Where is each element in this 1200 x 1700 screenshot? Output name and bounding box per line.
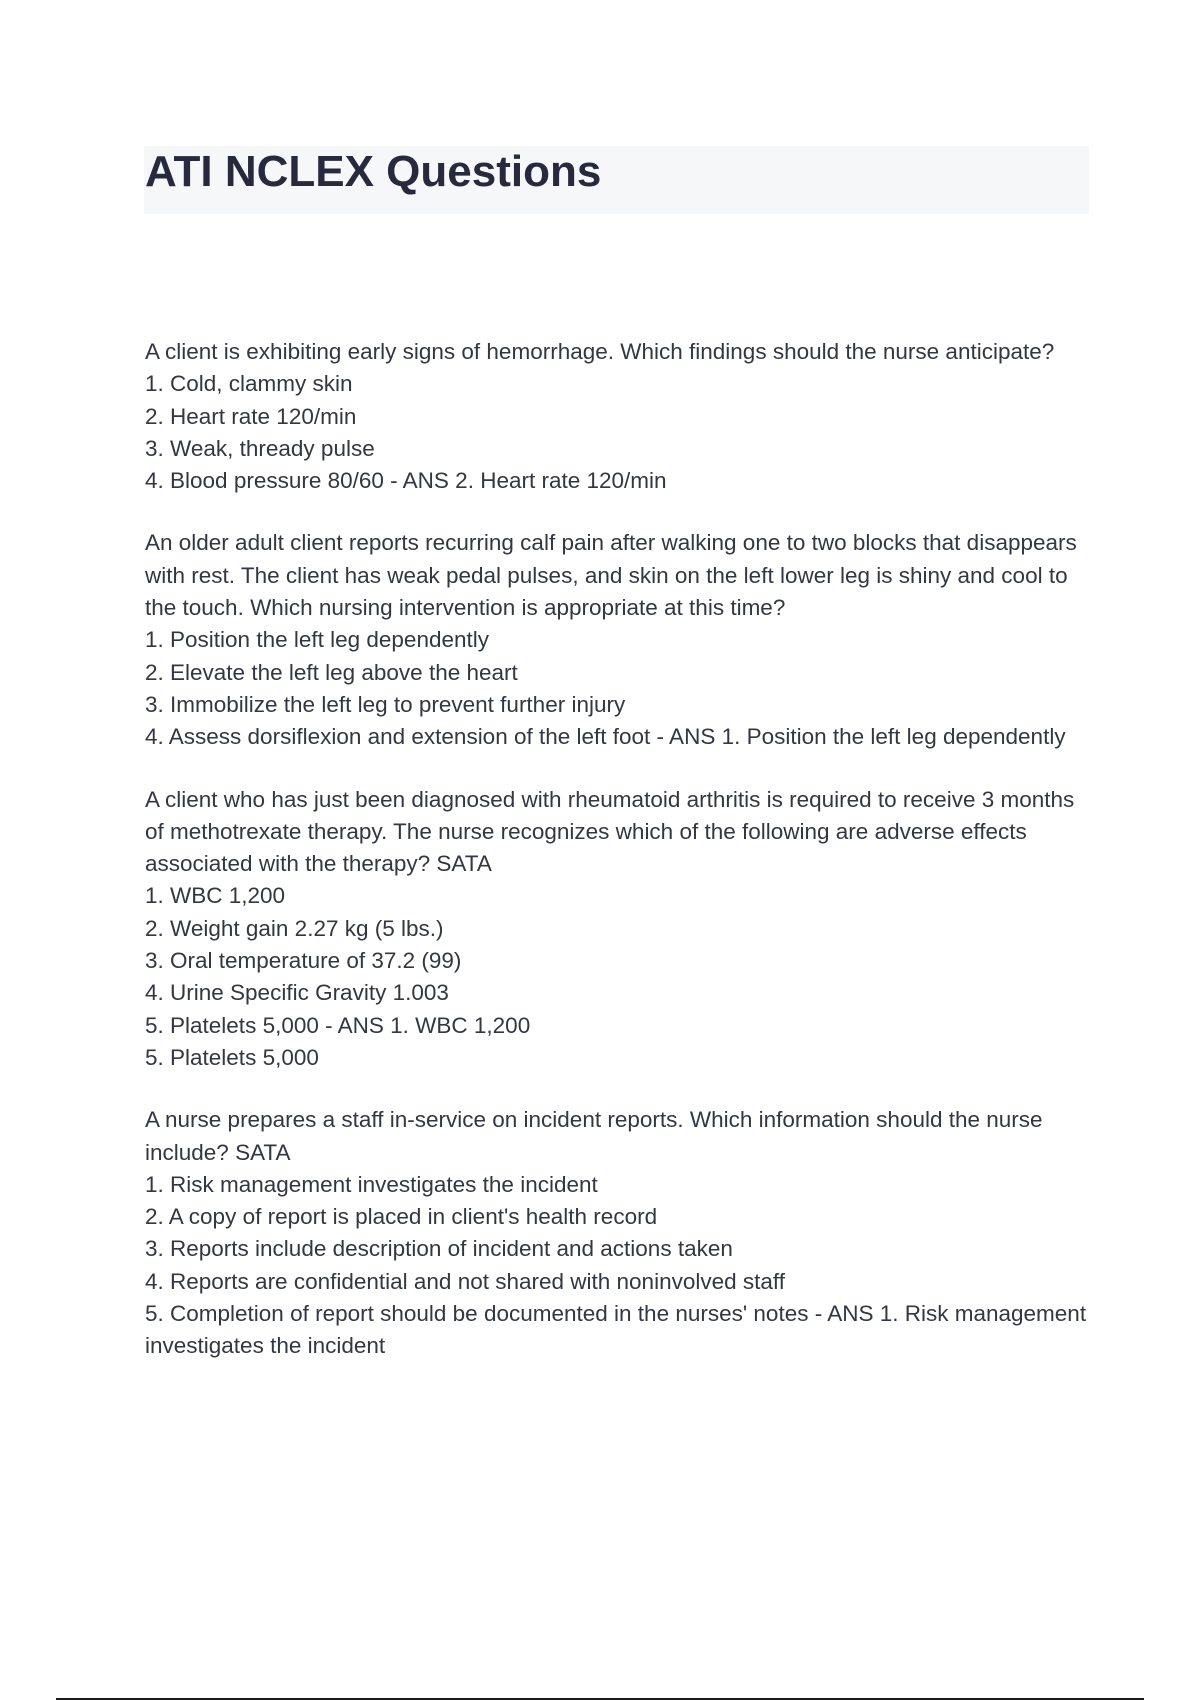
answer-option: 1. Position the left leg dependently [145,627,489,653]
answer-option: 4. Reports are confidential and not shared with noninvolved staff [145,1268,785,1294]
question-block-3 [145,784,1090,1075]
answer-option: 3. Immobilize the left leg to prevent further injury [145,691,626,717]
answer-option: 1. WBC 1,200 [145,883,286,909]
answer-option: 5. Platelets 5,000 [145,1044,319,1070]
answer-option: 3. Weak, thready pulse [145,435,375,461]
answer-option: 3. Reports include description of incident and actions taken [145,1236,733,1262]
question-block-4 [145,1104,1090,1362]
answer-option: 5. Completion of report should be documented in the nurses' notes - ANS 1. Risk management investigates the incident [145,1301,1087,1359]
question-stem: A client who has just been diagnosed with rheumatoid arthritis is required to receive 3 months of methotrexate therapy. The nurse recognizes which of the following are adverse effects associated with the therapy? SATA [145,786,1075,877]
question-list [145,336,1090,1393]
answer-option: 1. Risk management investigates the incident [145,1171,598,1197]
question-block-2 [145,527,1090,753]
answer-option: 1. Cold, clammy skin [145,371,353,397]
question-stem: A client is exhibiting early signs of hemorrhage. Which findings should the nurse anticipate? [145,339,1055,364]
question-block-1 [145,336,1090,497]
question-stem: A nurse prepares a staff in-service on incident reports. Which information should the nurse include? SATA [145,1107,1043,1165]
answer-option: 2. Weight gain 2.27 kg (5 lbs.) [145,915,444,941]
answer-option: 3. Oral temperature of 37.2 (99) [145,948,462,974]
answer-option: 2. Heart rate 120/min [145,403,357,429]
answer-option: 4. Blood pressure 80/60 - ANS 2. Heart rate 120/min [145,468,667,494]
answer-option: 2. A copy of report is placed in client's health record [145,1204,658,1230]
answer-option: 4. Urine Specific Gravity 1.003 [145,980,449,1006]
page-title: ATI NCLEX Questions [145,147,602,196]
answer-option: 2. Elevate the left leg above the heart [145,659,518,685]
question-stem: An older adult client reports recurring calf pain after walking one to two blocks that disappears with rest. The client has weak pedal pulses, and skin on the left lower leg is shiny and cool to the touch. Which nursing intervention is appropriate at this time? [145,530,1077,621]
answer-option: 4. Assess dorsiflexion and extension of the left foot - ANS 1. Position the left leg dependently [145,724,1066,750]
answer-option: 5. Platelets 5,000 - ANS 1. WBC 1,200 [145,1012,531,1038]
